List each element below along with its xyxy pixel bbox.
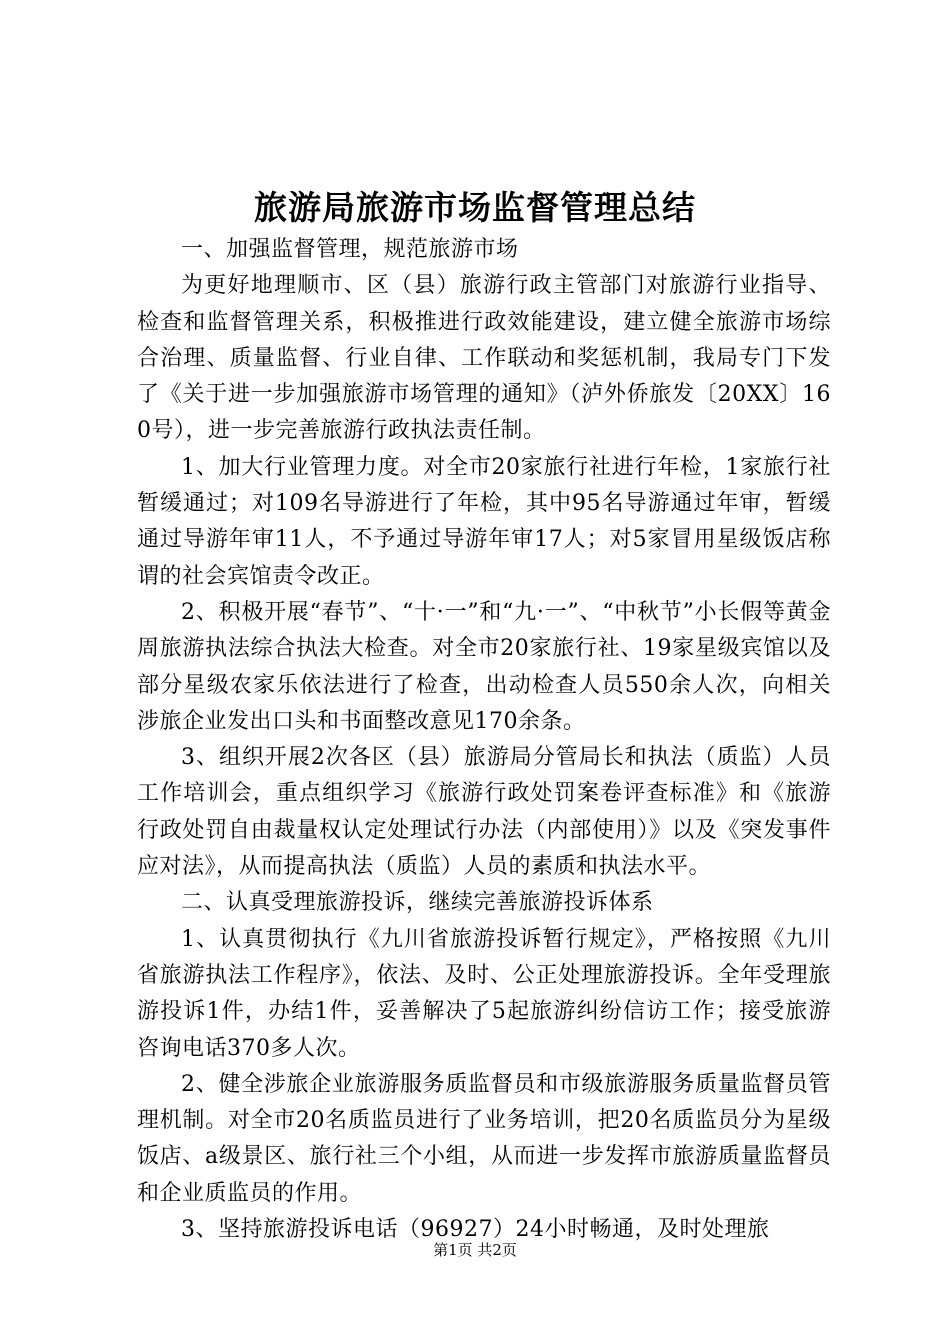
- body-paragraph: 1、加大行业管理力度。对全市20家旅行社进行年检，1家旅行社暂缓通过；对109名导游进行了年检，其中95名导游通过年审，暂缓通过导游年审11人，不予通过导游年审17人；对5家冒用星级饭店称谓的社会宾馆责令改正。: [137, 454, 831, 589]
- document-body: [137, 232, 831, 1248]
- body-paragraph: 1、认真贯彻执行《九川省旅游投诉暂行规定》，严格按照《九川省旅游执法工作程序》，依法、及时、公正处理旅游投诉。全年受理旅游投诉1件，办结1件，妥善解决了5起旅游纠纷信访工作；接受旅游咨询电话370多人次。: [137, 926, 831, 1061]
- section-heading: 二、认真受理旅游投诉，继续完善旅游投诉体系: [181, 890, 654, 916]
- document-title: 旅游局旅游市场监督管理总结: [254, 188, 696, 227]
- body-paragraph: 3、坚持旅游投诉电话（96927）24小时畅通，及时处理旅: [181, 1217, 770, 1243]
- body-paragraph: 3、组织开展2次各区（县）旅游局分管局长和执法（质监）人员工作培训会，重点组织学习《旅游行政处罚案卷评查标准》和《旅游行政处罚自由裁量权认定处理试行办法（内部使用）》以及《突发事件应对法》，从而提高执法（质监）人员的素质和执法水平。: [137, 745, 831, 880]
- page-number: 第1页 共2页: [433, 1241, 517, 1259]
- body-paragraph: 为更好地理顺市、区（县）旅游行政主管部门对旅游行业指导、检查和监督管理关系，积极推进行政效能建设，建立健全旅游市场综合治理、质量监督、行业自律、工作联动和奖惩机制，我局专门下发了《关于进一步加强旅游市场管理的通知》（泸外侨旅发〔20XX〕160号），进一步完善旅游行政执法责任制。: [137, 273, 831, 444]
- section-heading: 一、加强监督管理，规范旅游市场: [181, 237, 519, 262]
- body-paragraph: 2、健全涉旅企业旅游服务质监督员和市级旅游服务质量监督员管理机制。对全市20名质监员进行了业务培训，把20名质监员分为星级饭店、a级景区、旅行社三个小组，从而进一步发挥市旅游质量监督员和企业质监员的作用。: [137, 1071, 831, 1206]
- body-paragraph: 2、积极开展“春节”、“十·一”和“九·一”、“中秋节”小长假等黄金周旅游执法综合执法大检查。对全市20家旅行社、19家星级宾馆以及部分星级农家乐依法进行了检查，出动检查人员550余人次，向相关涉旅企业发出口头和书面整改意见170余条。: [137, 599, 831, 734]
